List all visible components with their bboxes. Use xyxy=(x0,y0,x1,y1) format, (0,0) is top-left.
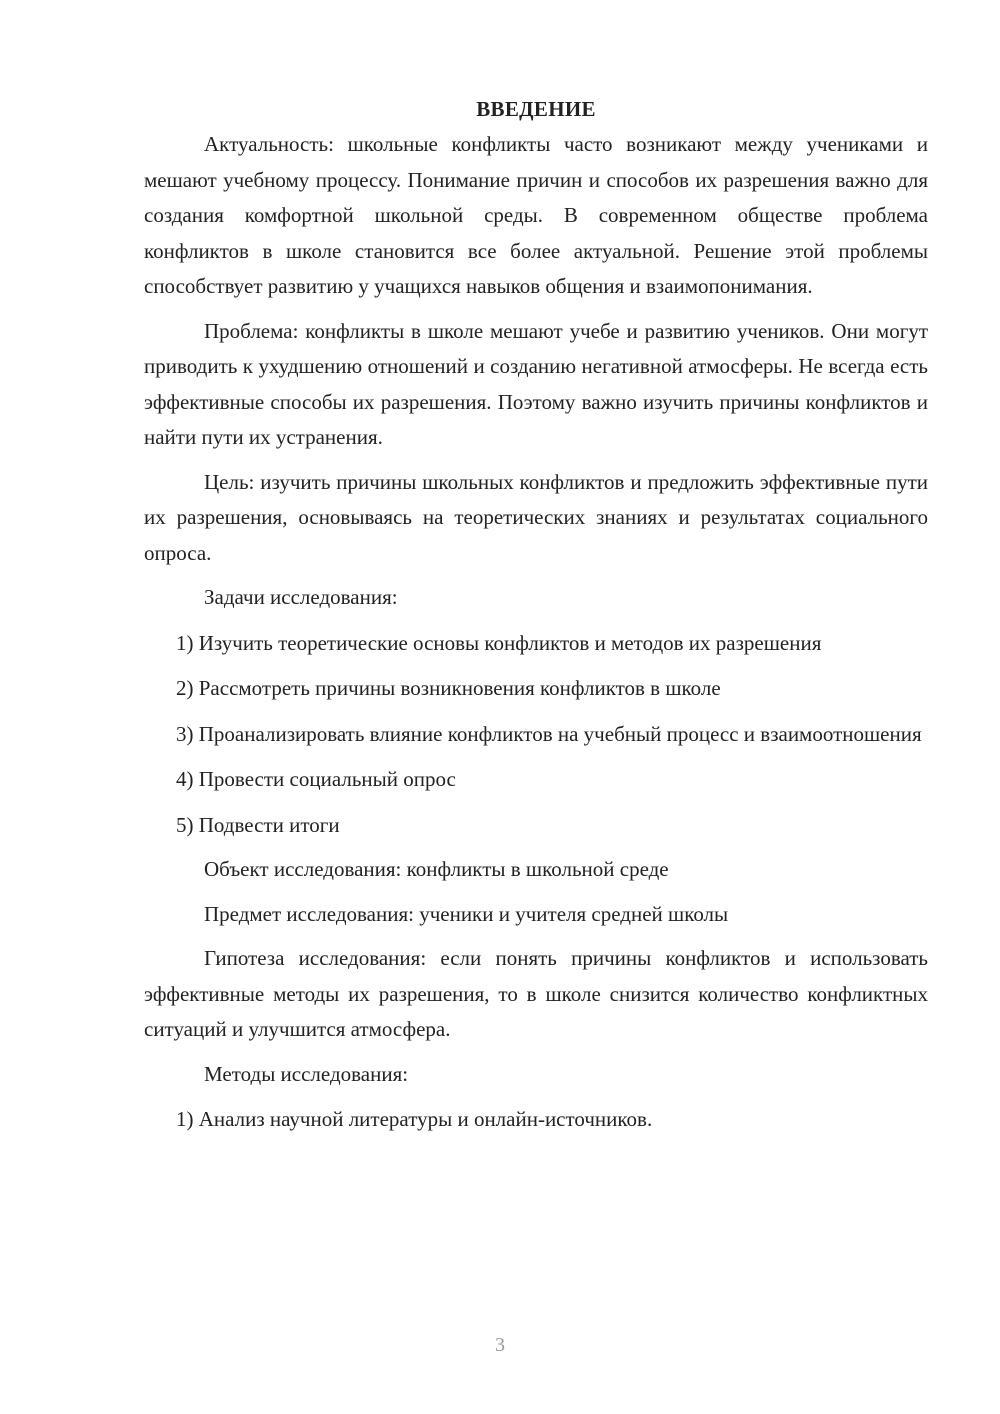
methods-title: Методы исследования: xyxy=(204,1061,409,1086)
page-content xyxy=(144,92,928,1138)
goal-paragraph: Цель: изучить причины школьных конфликтов и предложить эффективные пути их разрешения, основываясь на теоретических знаниях и результатах социального опроса. xyxy=(144,469,928,565)
task-item-5: 5) Подвести итоги xyxy=(176,812,340,837)
task-item-2: 2) Рассмотреть причины возникновения конфликтов в школе xyxy=(176,676,721,700)
problem-paragraph: Проблема: конфликты в школе мешают учебе и развитию учеников. Они могут приводить к ухудшению отношений и созданию негативной атмосферы. Не всегда есть эффективные способы их разрешения. Поэтому важно изучить причины конфликтов и найти пути их устранения. xyxy=(144,318,928,449)
tasks-title: Задачи исследования: xyxy=(204,585,398,609)
relevance-paragraph: Актуальность: школьные конфликты часто возникают между учениками и мешают учебному процессу. Понимание причин и способов их разрешения важно для создания комфортной школьной среды. В современном обществе проблема конфликтов в школе становится все более актуальной. Решение этой проблемы способствует развитию у учащихся навыков общения и взаимопонимания. xyxy=(144,132,928,298)
method-item-1: 1) Анализ научной литературы и онлайн-источников. xyxy=(176,1107,653,1131)
task-item-1: 1) Изучить теоретические основы конфликтов и методов их разрешения xyxy=(176,630,822,655)
hypothesis-paragraph: Гипотеза исследования: если понять причины конфликтов и использовать эффективные методы их разрешения, то в школе снизится количество конфликтных ситуаций и улучшится атмосфера. xyxy=(144,946,928,1041)
object-paragraph: Объект исследования: конфликты в школьной среде xyxy=(204,857,669,881)
page-number: 3 xyxy=(495,1334,505,1356)
subject-paragraph: Предмет исследования: ученики и учителя средней школы xyxy=(204,901,729,926)
section-heading: ВВЕДЕНИЕ xyxy=(476,97,596,121)
task-item-3: 3) Проанализировать влияние конфликтов на учебный процесс и взаимоотношения xyxy=(176,721,922,746)
task-item-4: 4) Провести социальный опрос xyxy=(176,767,456,791)
